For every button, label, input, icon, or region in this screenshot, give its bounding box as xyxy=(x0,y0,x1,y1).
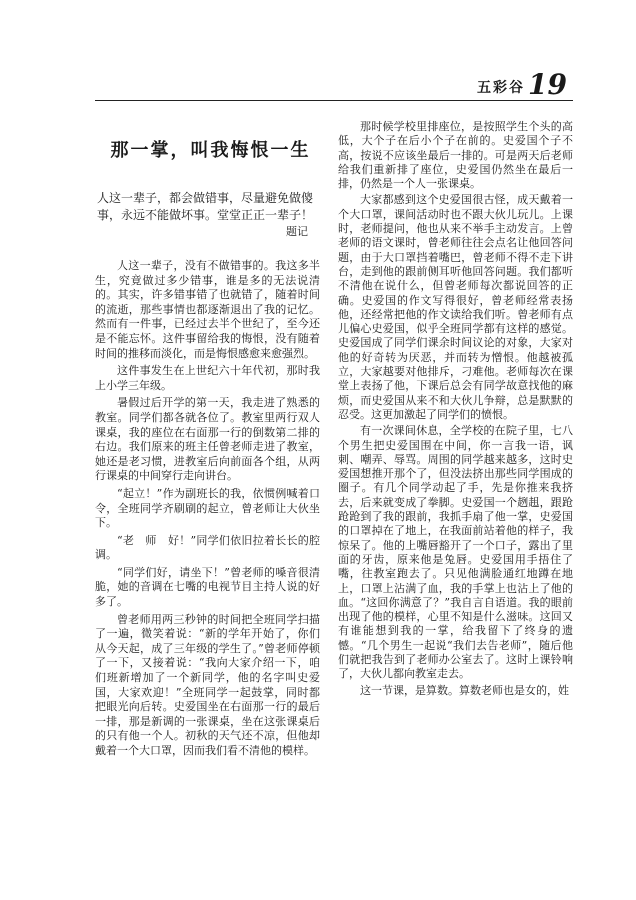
body-paragraph: “起立！”作为副班长的我，依惯例喊着口令，全班同学齐刷刷的起立，曾老师让大伙坐下。 xyxy=(95,486,320,530)
epigraph: 人这一辈子，都会做错事，尽量避免做傻事，永远不能做坏事。堂堂正正一辈子！ xyxy=(97,191,314,222)
article-title: 那一掌，叫我悔恨一生 xyxy=(110,140,311,161)
magazine-name: 五彩谷 xyxy=(477,80,525,96)
header-rule xyxy=(95,100,573,101)
body-paragraph: 人这一辈子，没有不做错事的。我这多半生，究竟做过多少错事，谁是多的无法说清的。其实，许多错事错了也就错了，随着时间的流逝，那些事情也都逐渐退出了我的记忆。然而有一件事，已经过去半个世纪了，至今还是不能忘怀。这件事留给我的悔恨，没有随着时间的推移而淡化，而是悔恨感愈来愈强烈。 xyxy=(95,259,320,360)
body-paragraph: 那时候学校里排座位，是按照学生个头的高低，大个子在后小个子在前的。史爱国个子不高，按说不应该坐最后一排的。可是两天后老师给我们重新排了座位，史爱国仍然坐在最后一排，仍然是一个人一张课桌。 xyxy=(338,120,573,191)
body-paragraph: 大家都感到这个史爱国很古怪，成天戴着一个大口罩，课间活动时也不跟大伙儿玩儿。上课时，老师提问，他也从来不举手主动发言。上曾老师的语文课时，曾老师往往会点名让他回答问题，由于大口罩挡着嘴巴，曾老师不得不走下讲台，走到他的跟前侧耳听他回答问题。我们都听不清他在说什么，但曾老师每次都说回答的正确。史爱国的作文写得很好，曾老师经常表扬他，还经常把他的作文读给我们听。曾老师有点儿偏心史爱国，似乎全班同学都有这样的感觉。史爱国成了同学们课余时间议论的对象，大家对他的好奇转为厌恶，并而转为憎恨。他越被孤立，大家越要对他排斥，刁难他。老师每次在课堂上表扬了他，下课后总会有同学故意找他的麻烦，而史爱国从来不和大伙儿争辩，总是默默的忍受。这更加激起了同学们的愤恨。 xyxy=(338,193,573,421)
right-column xyxy=(338,120,573,700)
epigraph-source: 题记 xyxy=(286,225,308,238)
left-body-text xyxy=(95,259,320,759)
right-body-text xyxy=(338,120,573,698)
page-number: 19 xyxy=(528,68,567,101)
body-paragraph: 曾老师用两三秒钟的时间把全班同学扫描了一遍，微笑着说：“新的学年开始了，你们从今天起，成了三年级的学生了。”曾老师停顿了一下，又接着说：“我向大家介绍一下，咱们班新增加了一个新同学，他的名字叫史爱国，大家欢迎！”全班同学一起鼓掌，同时都把眼光向后转。史爱国坐在右面那一行的最后一排，那是新调的一张课桌，坐在这张课桌后的只有他一个人。初秋的天气还不凉，但他却戴着一个大口罩，因而我们看不清他的模样。 xyxy=(95,612,320,757)
body-paragraph: 有一次课间休息，全学校的在院子里，七八个男生把史爱国围在中间，你一言我一语，讽刺、嘲弄、辱骂。周围的同学越来越多，这时史爱国想推开那个了，但没法挤出那些同学围成的圈子。有几个同学动起了手，先是你推来我挤去，后来就变成了拳脚。史爱国一个趔趄，跟跄跄跄到了我的跟前，我抓手扇了他一掌，史爱国的口罩掉在了地上，在我面前站着他的样子，我惊呆了。他的上嘴唇豁开了一个口子，露出了里面的牙齿，原来他是兔唇。史爱国用手捂住了嘴，往教室跑去了。只见他满脸通红地蹲在地上，口罩上沾满了血，我的手掌上也沾上了他的血。“这回你满意了？”我自言自语道。我的眼前出现了他的模样，心里不知是什么滋味。这回又有谁能想到我的一掌，给我留下了终身的遗憾。“几个男生一起说“我们去告老师”，随后他们就把我告到了老师办公室去了。这时上课铃响了，大伙儿都向教室走去。 xyxy=(338,424,573,681)
body-paragraph: “老 师 好！”同学们依旧拉着长长的腔调。 xyxy=(95,533,320,562)
body-paragraph: “同学们好，请坐下！”曾老师的嗓音很清脆，她的音调在七嘴的电视节目主持人说的好多了。 xyxy=(95,565,320,609)
body-paragraph: 这一节课，是算数。算数老师也是女的，姓 xyxy=(360,683,569,697)
left-column xyxy=(95,138,320,762)
body-paragraph: 暑假过后开学的第一天，我走进了熟悉的教室。同学们都各就各位了。教室里两行双人课桌，我的座位在右面那一行的倒数第二排的右边。我们原来的班主任曾老师走进了教室，她还是老习惯，进教室后向前面各个组，从两行课桌的中间穿行走向讲台。 xyxy=(95,396,320,483)
body-paragraph: 这件事发生在上世纪六十年代初，那时我上小学三年级。 xyxy=(95,364,320,392)
